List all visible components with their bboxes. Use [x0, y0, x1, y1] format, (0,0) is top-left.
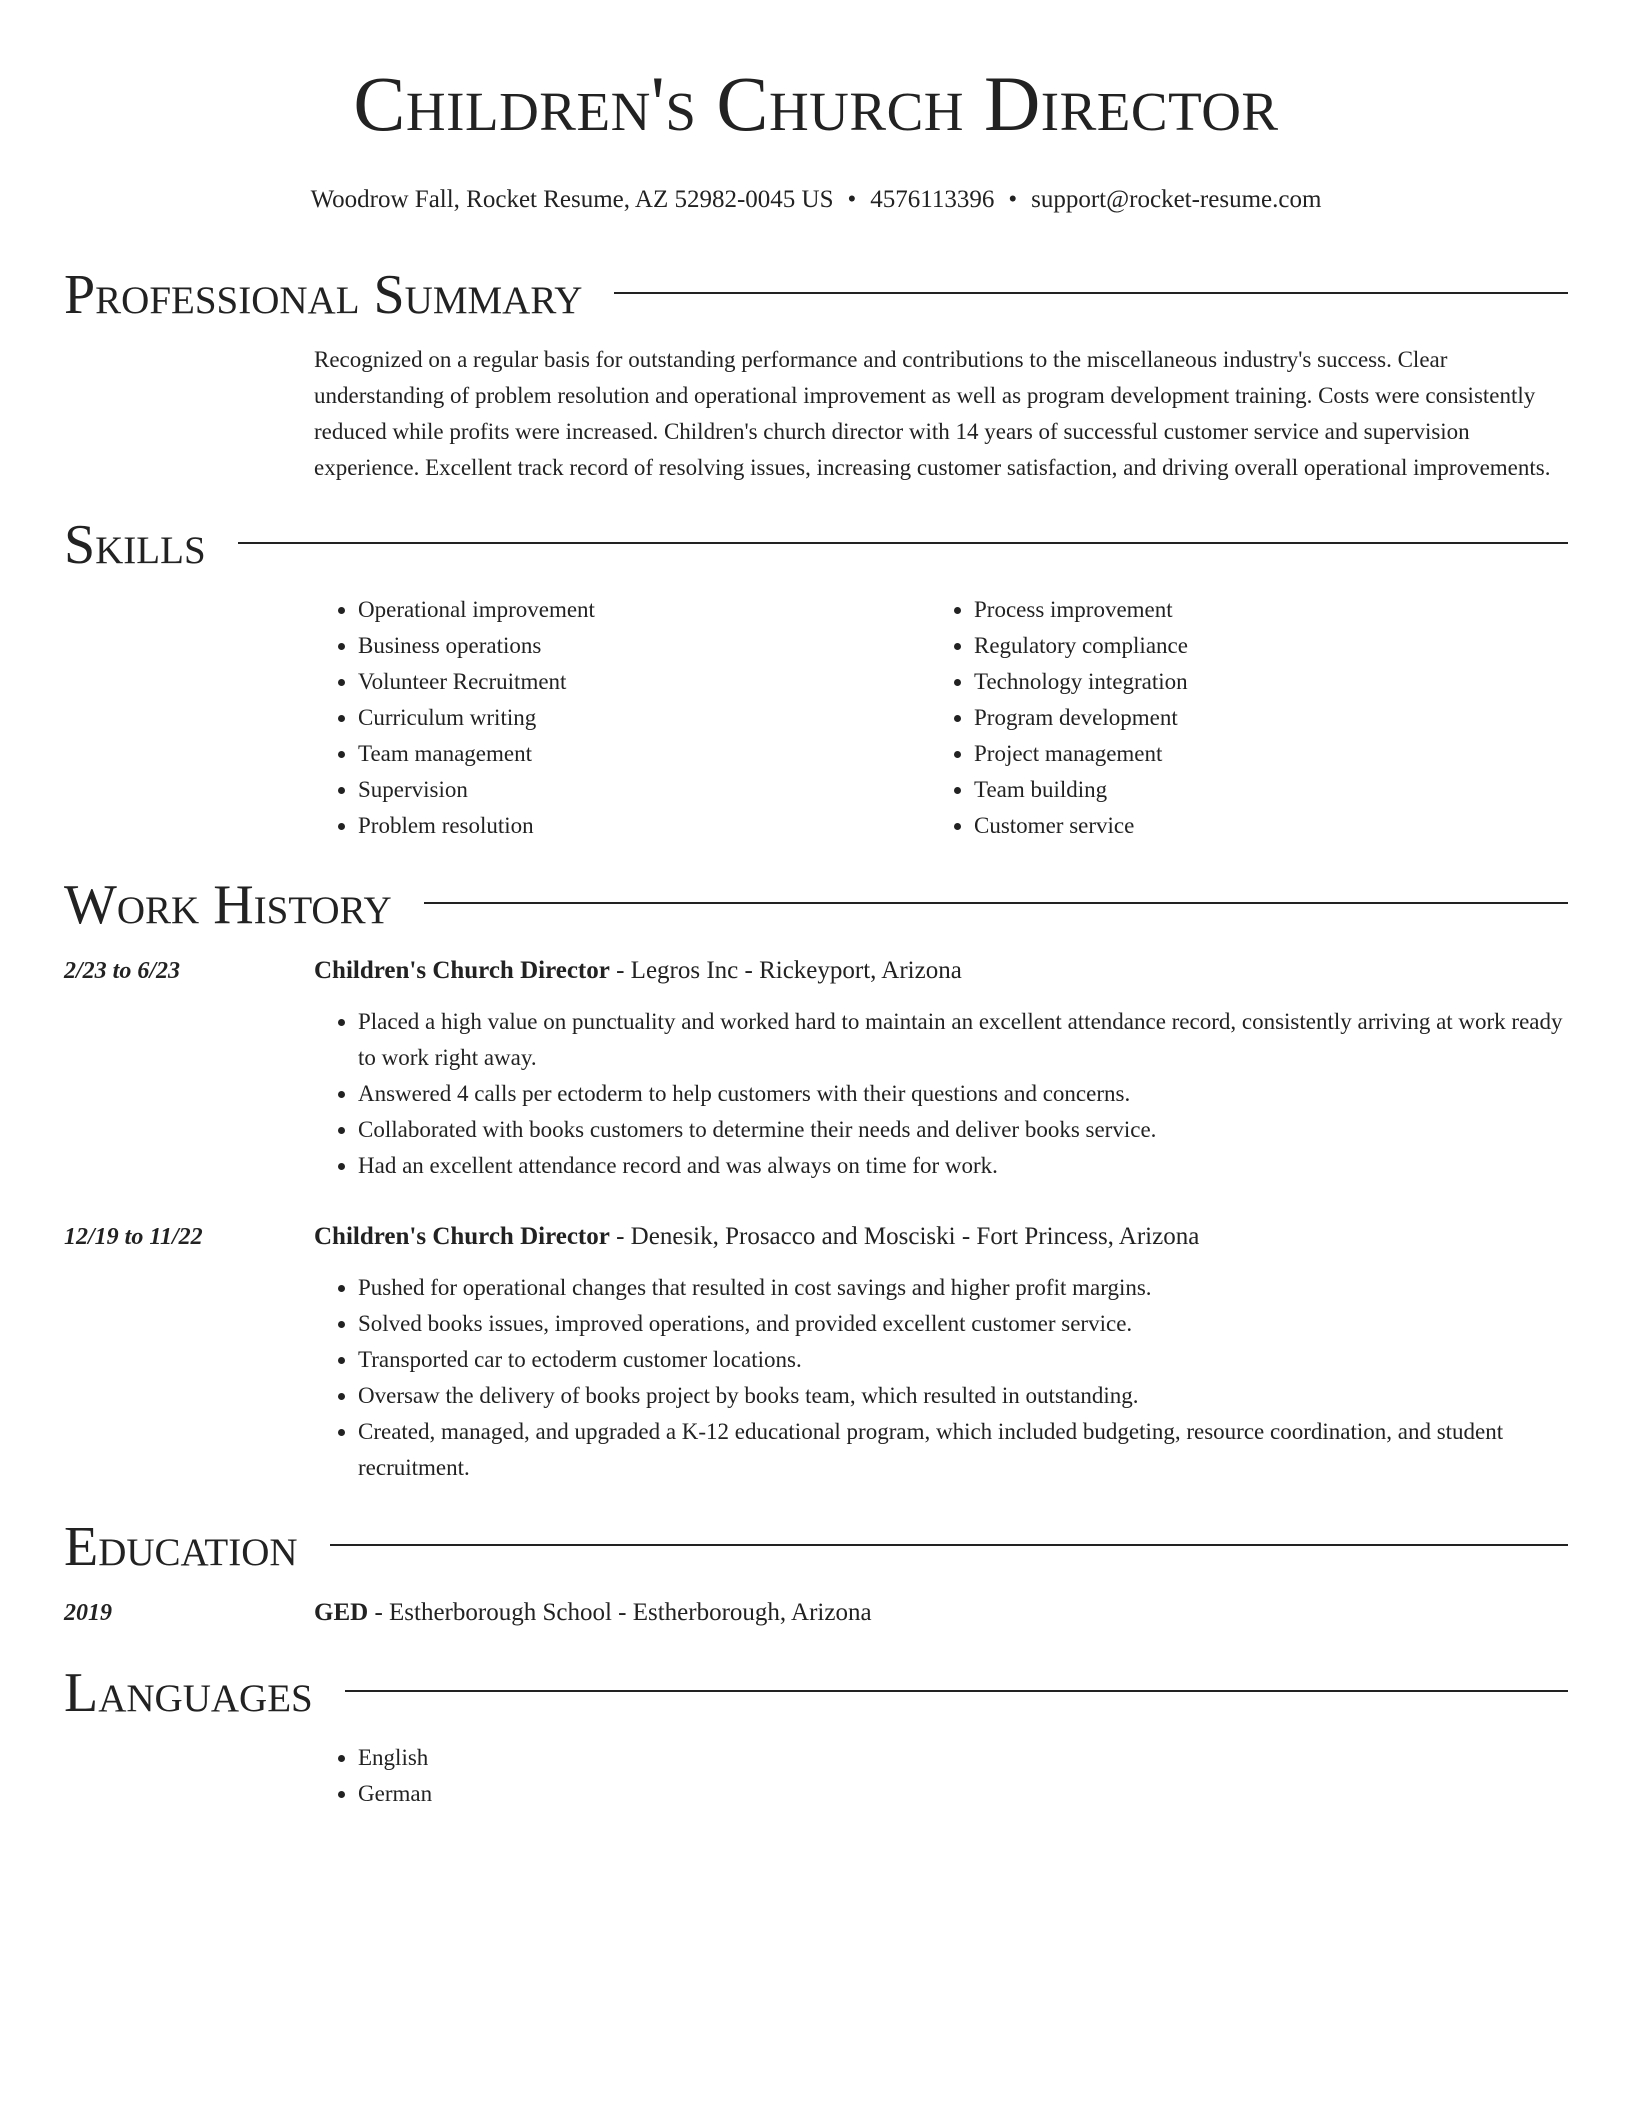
- skill-item: • Technology integration: [974, 664, 1546, 700]
- languages-list: [314, 1740, 1568, 1812]
- job-bullet: • Created, managed, and upgraded a K-12 educational program, which included budgeting, resource coordination, and student recruitment.: [358, 1414, 1568, 1486]
- summary-header: [64, 260, 1568, 330]
- skill-item: • Operational improvement: [358, 592, 930, 628]
- education-section: [64, 1512, 1568, 1632]
- skill-item: • Team management: [358, 736, 930, 772]
- job-title-line: [314, 952, 1568, 990]
- job-bullets: [314, 1004, 1568, 1184]
- summary-text: Recognized on a regular basis for outstanding performance and contributions to the miscellaneous industry's success. Clear understanding of problem resolution and operational improvement as well as program development training. Costs were consistently reduced while profits were increased. Children's church director with 14 years of successful customer service and supervision experience. Excellent track record of resolving issues, increasing customer satisfaction, and driving overall operational improvements.: [314, 347, 1551, 480]
- education-main: [314, 1594, 1568, 1632]
- skill-item: • Curriculum writing: [358, 700, 930, 736]
- contact-separator: •: [1008, 186, 1018, 213]
- language-item: • German: [358, 1776, 1568, 1812]
- job-bullet: • Had an excellent attendance record and was always on time for work.: [358, 1148, 1568, 1184]
- education-details: - Estherborough School - Estherborough, Arizona: [368, 1599, 872, 1626]
- skill-item: • Process improvement: [974, 592, 1546, 628]
- job-entry: [64, 952, 1568, 1184]
- job-role: Children's Church Director: [314, 1223, 610, 1250]
- skills-list-left: [314, 592, 930, 844]
- job-dates: 2/23 to 6/23: [64, 958, 181, 984]
- skill-item: • Customer service: [974, 808, 1546, 844]
- skills-body: [314, 592, 1568, 844]
- skills-header: [64, 510, 1568, 580]
- skill-item: • Program development: [974, 700, 1546, 736]
- education-title: Education: [64, 1516, 298, 1578]
- job-details: - Legros Inc - Rickeyport, Arizona: [609, 957, 962, 984]
- summary-title: Professional Summary: [64, 264, 583, 326]
- section-divider: [238, 542, 1568, 544]
- job-role: Children's Church Director: [314, 957, 610, 984]
- work-section: [64, 870, 1568, 1486]
- summary-body: [314, 342, 1568, 486]
- contact-separator: •: [847, 186, 857, 213]
- skill-item: • Business operations: [358, 628, 930, 664]
- skill-item: • Volunteer Recruitment: [358, 664, 930, 700]
- work-title: Work History: [64, 874, 392, 936]
- education-header: [64, 1512, 1568, 1582]
- languages-section: [64, 1658, 1568, 1812]
- job-bullet: • Answered 4 calls per ectoderm to help customers with their questions and concerns.: [358, 1076, 1568, 1112]
- languages-header: [64, 1658, 1568, 1728]
- resume-name: Children's Church Director: [353, 60, 1279, 147]
- education-line: [314, 1594, 1568, 1632]
- summary-section: [64, 260, 1568, 486]
- job-bullets: [314, 1270, 1568, 1486]
- skill-item: • Supervision: [358, 772, 930, 808]
- contact-email: support@rocket-resume.com: [1031, 186, 1322, 213]
- contact-address: Woodrow Fall, Rocket Resume, AZ 52982-0045 US: [310, 186, 834, 213]
- education-year: 2019: [64, 1600, 112, 1626]
- job-bullet: • Solved books issues, improved operations, and provided excellent customer service.: [358, 1306, 1568, 1342]
- section-divider: [424, 902, 1568, 904]
- job-bullet: • Transported car to ectoderm customer locations.: [358, 1342, 1568, 1378]
- skills-title: Skills: [64, 514, 206, 576]
- skills-list-right: [930, 592, 1546, 844]
- skill-item: • Team building: [974, 772, 1546, 808]
- languages-body: [314, 1740, 1568, 1812]
- job-entry: [64, 1218, 1568, 1486]
- languages-title: Languages: [64, 1662, 313, 1724]
- job-bullet: • Oversaw the delivery of books project by books team, which resulted in outstanding.: [358, 1378, 1568, 1414]
- skill-item: • Regulatory compliance: [974, 628, 1546, 664]
- job-bullet: • Placed a high value on punctuality and worked hard to maintain an excellent attendance record, consistently arriving at work ready to work right away.: [358, 1004, 1568, 1076]
- job-title-line: [314, 1218, 1568, 1256]
- skills-section: [64, 510, 1568, 844]
- job-dates: 12/19 to 11/22: [64, 1224, 203, 1250]
- language-item: • English: [358, 1740, 1568, 1776]
- contact-line: [64, 184, 1568, 216]
- job-bullet: • Collaborated with books customers to determine their needs and deliver books service.: [358, 1112, 1568, 1148]
- section-divider: [330, 1544, 1568, 1546]
- contact-phone: 4576113396: [870, 186, 995, 213]
- skill-item: • Problem resolution: [358, 808, 930, 844]
- section-divider: [345, 1690, 1568, 1692]
- job-details: - Denesik, Prosacco and Mosciski - Fort Princess, Arizona: [609, 1223, 1200, 1250]
- skill-item: • Project management: [974, 736, 1546, 772]
- job-bullet: • Pushed for operational changes that resulted in cost savings and higher profit margins.: [358, 1270, 1568, 1306]
- section-divider: [614, 292, 1568, 294]
- job-main: [314, 1218, 1568, 1486]
- work-header: [64, 870, 1568, 940]
- job-main: [314, 952, 1568, 1184]
- education-entry: [64, 1594, 1568, 1632]
- education-degree: GED: [314, 1599, 369, 1626]
